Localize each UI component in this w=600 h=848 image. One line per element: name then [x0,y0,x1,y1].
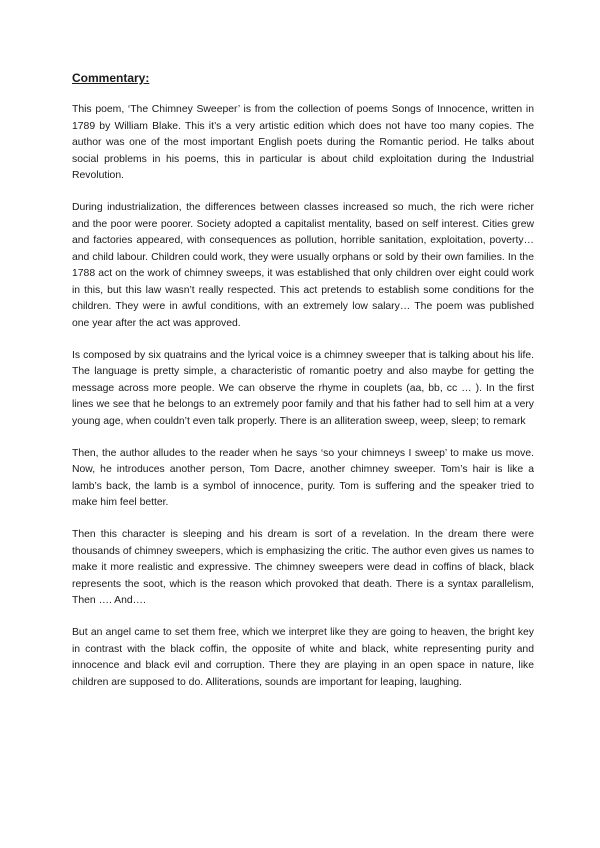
paragraph-context: During industrialization, the differences between classes increased so much, the rich were richer and the poor were poorer. Society adopted a capitalist mentality, based on self interest. Cities grew and factories appeared, with consequences as pollution, horrible sanitation, exploitation, poverty… and child labour. Children could work, they were usually orphans or sold by their own families. In the 1788 act on the work of chimney sweeps, it was established that only children over eight could work in this, but this law wasn’t really respected. This act pretends to establish some conditions for the children. They were in awful conditions, with an extremely low salary… The poem was published one year after the act was approved. [72,202,534,329]
paragraph-structure: Is composed by six quatrains and the lyrical voice is a chimney sweeper that is talking about his life. The language is pretty simple, a characteristic of romantic poetry and also maybe for getting the message across more people. We can observe the rhyme in couplets (aa, bb, cc … ). In the first lines we see that he belongs to an extremely poor family and that his father had to sell him at a very young age, when couldn’t even talk properly. There is an alliteration sweep, weep, sleep; to remark [72,349,534,427]
paragraph-angel: But an angel came to set them free, which we interpret like they are going to heaven, the bright key in contrast with the black coffin, the opposite of white and black, white representing purity and innocence and black evil and corruption. There they are playing in an open space in nature, like children are supposed to do. Alliterations, sounds are important for leaping, laughing. [72,627,534,688]
paragraph-tom-dacre: Then, the author alludes to the reader when he says ‘so your chimneys I sweep’ to make us move. Now, he introduces another person, Tom Dacre, another chimney sweeper. Tom’s hair is like a lamb’s back, the lamb is a symbol of innocence, purity. Tom is suffering and the speaker tried to make him feel better. [72,447,534,508]
document-page [72,70,534,707]
paragraph-intro: This poem, ‘The Chimney Sweeper’ is from the collection of poems Songs of Innocence, written in 1789 by William Blake. This it’s a very artistic edition which does not have too many copies. The author was one of the most important English poets during the Romantic period. He talks about social problems in his poems, this in particular is about child exploitation during the Industrial Revolution. [72,104,534,181]
paragraph-dream: Then this character is sleeping and his dream is sort of a revelation. In the dream there were thousands of chimney sweepers, which is emphasizing the critic. The author even gives us names to make it more realistic and expressive. The chimney sweepers were dead in coffins of black, black represents the soot, which is the reason which provoked that death. There is a syntax parallelism, Then …. And…. [72,529,534,606]
commentary-heading: Commentary: [72,71,150,85]
